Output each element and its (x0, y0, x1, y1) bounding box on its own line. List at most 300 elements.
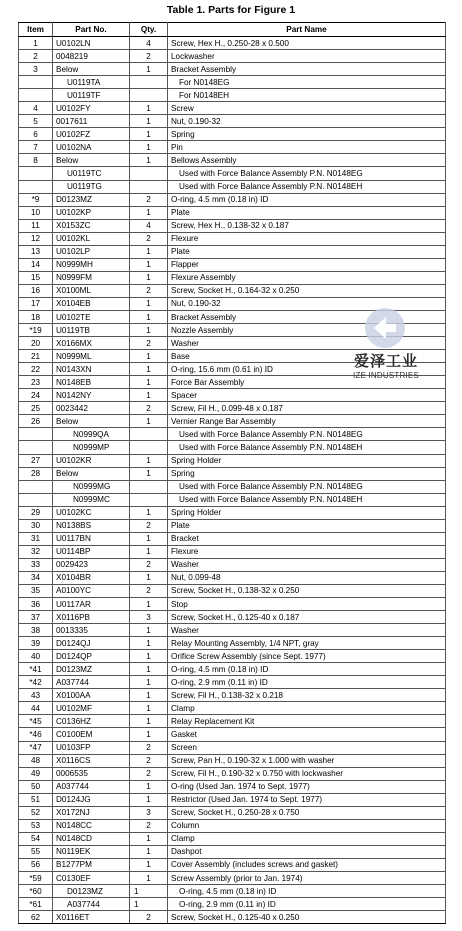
row-qty: 1 (130, 506, 168, 519)
row-part-name: Plate (168, 206, 446, 219)
row-part-name: For N0148EG (168, 76, 446, 89)
row-item (19, 76, 53, 89)
row-item: 33 (19, 558, 53, 571)
row-item: 6 (19, 128, 53, 141)
table-row (19, 519, 446, 532)
row-part-no: N0999ML (53, 350, 130, 363)
row-item: 35 (19, 584, 53, 597)
table-row (19, 506, 446, 519)
row-qty: 2 (130, 911, 168, 924)
table-row (19, 219, 446, 232)
table-row (19, 337, 446, 350)
row-qty: 1 (130, 363, 168, 376)
row-part-name: Nut, 0.190-32 (168, 297, 446, 310)
table-row (19, 767, 446, 780)
row-qty (130, 167, 168, 180)
table-row (19, 532, 446, 545)
row-part-no: U0114BP (53, 545, 130, 558)
row-part-name: Screw, Socket H., 0.250-28 x 0.750 (168, 806, 446, 819)
row-item: 11 (19, 219, 53, 232)
row-part-name: Gasket (168, 728, 446, 741)
row-part-no: X0153ZC (53, 219, 130, 232)
row-qty: 1 (130, 663, 168, 676)
table-row (19, 467, 446, 480)
table-row (19, 245, 446, 258)
row-part-no: U0119TA (53, 76, 130, 89)
row-part-name: Screw, Fil H., 0.138-32 x 0.218 (168, 689, 446, 702)
table-row (19, 898, 446, 911)
row-item: 8 (19, 154, 53, 167)
row-part-no: N0148CC (53, 819, 130, 832)
row-qty: 2 (130, 337, 168, 350)
row-part-no: X0104BR (53, 571, 130, 584)
table-row (19, 102, 446, 115)
row-item: 24 (19, 389, 53, 402)
row-part-no: 0017611 (53, 115, 130, 128)
row-qty: 1 (130, 858, 168, 871)
row-qty: 2 (130, 193, 168, 206)
row-part-no: U0102FY (53, 102, 130, 115)
table-row (19, 128, 446, 141)
row-part-name: Clamp (168, 702, 446, 715)
row-part-name: Nut, 0.190-32 (168, 115, 446, 128)
row-item: 40 (19, 650, 53, 663)
table-row (19, 454, 446, 467)
row-part-name: Relay Replacement Kit (168, 715, 446, 728)
row-part-no: U0102MF (53, 702, 130, 715)
watermark-subtitle: IZE INDUSTRIES (353, 371, 419, 380)
row-part-name: Pin (168, 141, 446, 154)
table-row (19, 780, 446, 793)
row-part-no: Below (53, 415, 130, 428)
row-qty: 4 (130, 37, 168, 50)
row-item: *47 (19, 741, 53, 754)
row-part-no: N0999MP (53, 441, 130, 454)
row-item: *9 (19, 193, 53, 206)
row-part-name: Screen (168, 741, 446, 754)
row-item: 44 (19, 702, 53, 715)
watermark-brand: 爱泽工业 (353, 353, 418, 370)
row-item: 22 (19, 363, 53, 376)
row-part-no: 0013335 (53, 624, 130, 637)
table-row (19, 441, 446, 454)
row-item: *59 (19, 872, 53, 885)
row-part-name: Screw Assembly (prior to Jan. 1974) (168, 872, 446, 885)
row-item: 62 (19, 911, 53, 924)
table-row (19, 76, 446, 89)
row-part-name: Force Bar Assembly (168, 376, 446, 389)
table-row (19, 676, 446, 689)
row-item: 43 (19, 689, 53, 702)
table-row (19, 845, 446, 858)
row-qty (130, 428, 168, 441)
row-item: 17 (19, 297, 53, 310)
table-row (19, 819, 446, 832)
row-qty: 1 (130, 571, 168, 584)
row-part-no: N0148EB (53, 376, 130, 389)
row-qty: 1 (130, 258, 168, 271)
table-row (19, 663, 446, 676)
row-part-no: U0102LN (53, 37, 130, 50)
row-item: 49 (19, 767, 53, 780)
row-part-name: Bellows Assembly (168, 154, 446, 167)
row-qty: 2 (130, 519, 168, 532)
row-qty: 1 (130, 532, 168, 545)
table-row (19, 728, 446, 741)
row-part-name: Base (168, 350, 446, 363)
header-qty: Qty. (130, 23, 168, 37)
row-qty: 1 (130, 350, 168, 363)
row-item: 18 (19, 310, 53, 323)
row-part-name: Spring Holder (168, 454, 446, 467)
row-qty: 2 (130, 402, 168, 415)
row-item: 12 (19, 232, 53, 245)
row-item: 2 (19, 50, 53, 63)
table-row (19, 558, 446, 571)
row-qty: 1 (130, 115, 168, 128)
row-item: 3 (19, 63, 53, 76)
row-qty: 2 (130, 50, 168, 63)
row-part-no: X0100AA (53, 689, 130, 702)
row-part-no: X0104EB (53, 297, 130, 310)
table-row (19, 402, 446, 415)
row-qty: 1 (130, 702, 168, 715)
row-part-no: X0166MX (53, 337, 130, 350)
row-part-no: N0999QA (53, 428, 130, 441)
row-part-no: D0123MZ (53, 663, 130, 676)
row-part-no: X0116ET (53, 911, 130, 924)
table-row (19, 493, 446, 506)
table-row (19, 63, 446, 76)
row-part-no: D0124JG (53, 793, 130, 806)
row-part-name: Relay Mounting Assembly, 1/4 NPT, gray (168, 637, 446, 650)
row-part-name: Bracket Assembly (168, 310, 446, 323)
row-part-no: N0143XN (53, 363, 130, 376)
table-row (19, 806, 446, 819)
row-qty: 1 (130, 598, 168, 611)
row-qty: 1 (130, 676, 168, 689)
row-part-no: Below (53, 467, 130, 480)
table-row (19, 37, 446, 50)
row-qty: 3 (130, 611, 168, 624)
row-qty: 1 (130, 389, 168, 402)
row-part-no: D0123MZ (53, 193, 130, 206)
row-qty: 1 (130, 154, 168, 167)
table-row (19, 545, 446, 558)
table-row (19, 480, 446, 493)
row-part-no: U0102KP (53, 206, 130, 219)
row-qty: 1 (130, 793, 168, 806)
row-item: *60 (19, 885, 53, 898)
row-part-no: N0999MG (53, 480, 130, 493)
row-part-name: Used with Force Balance Assembly P.N. N0148EG (168, 428, 446, 441)
row-part-no: A0100YC (53, 584, 130, 597)
row-part-no: U0102LP (53, 245, 130, 258)
row-part-name: Nut, 0.099-48 (168, 571, 446, 584)
row-qty: 2 (130, 584, 168, 597)
row-part-name: O-ring, 2.9 mm (0.11 in) ID (168, 898, 446, 911)
table-row (19, 832, 446, 845)
row-qty: 1 (130, 376, 168, 389)
row-part-no: U0102TE (53, 310, 130, 323)
row-part-name: O-ring, 4.5 mm (0.18 in) ID (168, 663, 446, 676)
row-qty: 1 (130, 467, 168, 480)
row-item: *46 (19, 728, 53, 741)
row-qty: 1 (130, 624, 168, 637)
row-part-no: C0136HZ (53, 715, 130, 728)
row-item: 31 (19, 532, 53, 545)
row-part-name: Flexure (168, 232, 446, 245)
row-item: 54 (19, 832, 53, 845)
row-part-name: Spring (168, 467, 446, 480)
row-item: 30 (19, 519, 53, 532)
row-part-name: O-ring, 4.5 mm (0.18 in) ID (168, 885, 446, 898)
row-qty: 2 (130, 741, 168, 754)
row-qty: 1 (130, 898, 168, 911)
row-item (19, 180, 53, 193)
table-row (19, 389, 446, 402)
row-part-no: U0119TG (53, 180, 130, 193)
table-row (19, 428, 446, 441)
row-part-name: Screw, Socket H., 0.164-32 x 0.250 (168, 284, 446, 297)
table-row (19, 598, 446, 611)
row-item (19, 89, 53, 102)
row-part-name: Screw, Fil H., 0.099-48 x 0.187 (168, 402, 446, 415)
table-row (19, 872, 446, 885)
row-part-no: Below (53, 154, 130, 167)
row-item: 13 (19, 245, 53, 258)
row-part-no: D0124QJ (53, 637, 130, 650)
row-part-name: Bracket (168, 532, 446, 545)
header-item: Item (19, 23, 53, 37)
row-part-no: N0138BS (53, 519, 130, 532)
table-row (19, 415, 446, 428)
table-row (19, 624, 446, 637)
table-row (19, 89, 446, 102)
row-item: 55 (19, 845, 53, 858)
table-row (19, 141, 446, 154)
row-part-no: U0119TB (53, 324, 130, 337)
row-part-name: Screw, Hex H., 0.250-28 x 0.500 (168, 37, 446, 50)
row-part-no: D0124QP (53, 650, 130, 663)
row-part-name: Orifice Screw Assembly (since Sept. 1977) (168, 650, 446, 663)
row-item: *19 (19, 324, 53, 337)
row-item: 48 (19, 754, 53, 767)
row-qty (130, 441, 168, 454)
row-part-name: O-ring, 2.9 mm (0.11 in) ID (168, 676, 446, 689)
row-part-no: U0102KR (53, 454, 130, 467)
row-item: 1 (19, 37, 53, 50)
row-part-no: N0999MH (53, 258, 130, 271)
row-part-name: Used with Force Balance Assembly P.N. N0148EH (168, 180, 446, 193)
row-part-name: Spring Holder (168, 506, 446, 519)
table-row (19, 885, 446, 898)
table-row (19, 324, 446, 337)
row-qty (130, 480, 168, 493)
row-part-no: U0117BN (53, 532, 130, 545)
row-qty: 1 (130, 872, 168, 885)
table-row (19, 154, 446, 167)
row-qty: 1 (130, 271, 168, 284)
row-part-no: A037744 (53, 780, 130, 793)
row-item: 50 (19, 780, 53, 793)
row-part-name: Plate (168, 519, 446, 532)
row-qty: 2 (130, 767, 168, 780)
table-row (19, 584, 446, 597)
table-row (19, 310, 446, 323)
row-part-no: U0102FZ (53, 128, 130, 141)
row-part-no: U0103FP (53, 741, 130, 754)
row-qty (130, 493, 168, 506)
row-part-name: Used with Force Balance Assembly P.N. N0148EH (168, 441, 446, 454)
row-part-name: Screw, Socket H., 0.125-40 x 0.187 (168, 611, 446, 624)
row-part-name: O-ring (Used Jan. 1974 to Sept. 1977) (168, 780, 446, 793)
row-item: *42 (19, 676, 53, 689)
row-item: 28 (19, 467, 53, 480)
row-part-name: Used with Force Balance Assembly P.N. N0148EH (168, 493, 446, 506)
row-item: 10 (19, 206, 53, 219)
row-qty: 1 (130, 728, 168, 741)
row-part-no: N0999FM (53, 271, 130, 284)
row-part-no: N0142NY (53, 389, 130, 402)
row-item: 29 (19, 506, 53, 519)
row-part-no: X0116CS (53, 754, 130, 767)
row-item: 32 (19, 545, 53, 558)
row-item: 5 (19, 115, 53, 128)
row-part-no: 0023442 (53, 402, 130, 415)
row-part-no: U0117AR (53, 598, 130, 611)
row-qty: 3 (130, 806, 168, 819)
row-part-name: Flapper (168, 258, 446, 271)
table-row (19, 180, 446, 193)
row-part-no: U0119TF (53, 89, 130, 102)
row-qty: 2 (130, 558, 168, 571)
row-qty: 1 (130, 845, 168, 858)
row-qty: 1 (130, 715, 168, 728)
row-qty: 1 (130, 637, 168, 650)
row-qty: 1 (130, 63, 168, 76)
row-part-name: Screw, Socket H., 0.125-40 x 0.250 (168, 911, 446, 924)
row-qty: 1 (130, 780, 168, 793)
row-part-name: Spring (168, 128, 446, 141)
row-qty: 1 (130, 245, 168, 258)
row-part-name: O-ring, 4.5 mm (0.18 in) ID (168, 193, 446, 206)
row-part-name: Washer (168, 337, 446, 350)
row-qty: 1 (130, 310, 168, 323)
row-item: 25 (19, 402, 53, 415)
row-item (19, 167, 53, 180)
row-item: 21 (19, 350, 53, 363)
row-qty: 1 (130, 206, 168, 219)
row-part-no: U0102KL (53, 232, 130, 245)
table-row (19, 232, 446, 245)
row-part-name: Clamp (168, 832, 446, 845)
header-part-no: Part No. (53, 23, 130, 37)
row-part-no: Below (53, 63, 130, 76)
row-item: *45 (19, 715, 53, 728)
row-part-no: U0119TC (53, 167, 130, 180)
row-part-name: Lockwasher (168, 50, 446, 63)
table-row (19, 193, 446, 206)
row-item: 34 (19, 571, 53, 584)
table-row (19, 858, 446, 871)
row-part-no: 0006535 (53, 767, 130, 780)
table-row (19, 637, 446, 650)
table-row (19, 911, 446, 924)
row-item: 7 (19, 141, 53, 154)
row-qty: 1 (130, 650, 168, 663)
row-qty: 2 (130, 754, 168, 767)
row-part-no: 0048219 (53, 50, 130, 63)
row-qty (130, 180, 168, 193)
row-qty (130, 89, 168, 102)
table-row (19, 167, 446, 180)
row-part-name: Column (168, 819, 446, 832)
row-part-name: Used with Force Balance Assembly P.N. N0148EG (168, 167, 446, 180)
row-part-name: O-ring, 15.6 mm (0.61 in) ID (168, 363, 446, 376)
row-part-name: Spacer (168, 389, 446, 402)
table-row (19, 297, 446, 310)
row-part-name: Screw (168, 102, 446, 115)
table-row (19, 115, 446, 128)
row-qty: 1 (130, 102, 168, 115)
row-item: 38 (19, 624, 53, 637)
table-row (19, 571, 446, 584)
table-row (19, 650, 446, 663)
table-row (19, 206, 446, 219)
row-part-no: N0119EK (53, 845, 130, 858)
table-row (19, 611, 446, 624)
row-item: 52 (19, 806, 53, 819)
row-part-name: Screw, Fil H., 0.190-32 x 0.750 with lockwasher (168, 767, 446, 780)
row-part-name: Bracket Assembly (168, 63, 446, 76)
row-part-no: A037744 (53, 676, 130, 689)
row-part-no: C0100EM (53, 728, 130, 741)
row-part-name: Stop (168, 598, 446, 611)
parts-table (18, 22, 446, 924)
row-item: 39 (19, 637, 53, 650)
row-part-no: U0102NA (53, 141, 130, 154)
row-qty (130, 76, 168, 89)
row-part-no: D0123MZ (53, 885, 130, 898)
header-part-name: Part Name (168, 23, 446, 37)
row-part-name: Screw, Socket H., 0.138-32 x 0.250 (168, 584, 446, 597)
table-row (19, 271, 446, 284)
row-part-no: U0102KC (53, 506, 130, 519)
row-part-name: Flexure Assembly (168, 271, 446, 284)
row-qty: 1 (130, 128, 168, 141)
row-part-no: C0130EF (53, 872, 130, 885)
row-part-no: 0029423 (53, 558, 130, 571)
row-qty: 1 (130, 454, 168, 467)
table-row (19, 50, 446, 63)
row-item: 26 (19, 415, 53, 428)
row-part-name: Plate (168, 245, 446, 258)
row-part-name: Washer (168, 558, 446, 571)
row-item: 56 (19, 858, 53, 871)
row-part-no: B1277PM (53, 858, 130, 871)
row-item: *41 (19, 663, 53, 676)
row-item: 53 (19, 819, 53, 832)
row-part-no: X0172NJ (53, 806, 130, 819)
table-row (19, 258, 446, 271)
row-item: 15 (19, 271, 53, 284)
row-item (19, 493, 53, 506)
row-item: 27 (19, 454, 53, 467)
table-row (19, 689, 446, 702)
row-qty: 2 (130, 819, 168, 832)
table-row (19, 741, 446, 754)
